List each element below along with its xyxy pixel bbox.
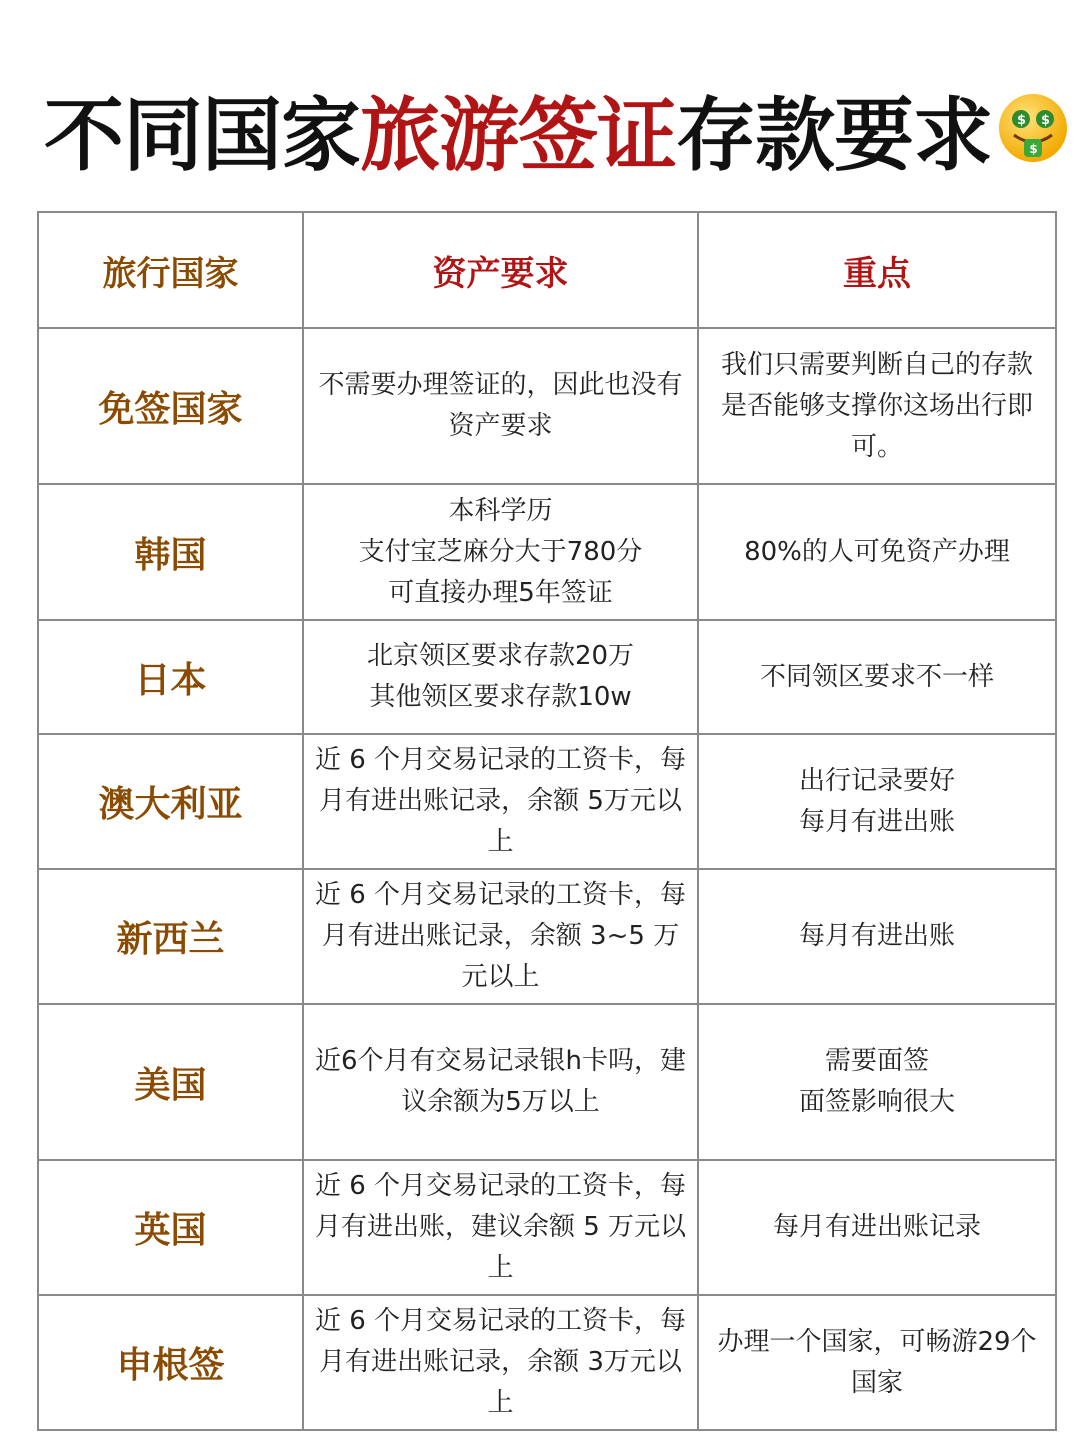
asset-text: 近 6 个月交易记录的工资卡，每月有进出账记录，余额 3~5 万元以上 <box>314 880 687 992</box>
country-cell: 韩国 <box>38 484 303 620</box>
key-line: 需要面签 <box>824 1046 929 1076</box>
svg-text:$: $ <box>1016 113 1026 128</box>
key-cell <box>698 1004 1056 1160</box>
asset-cell <box>303 734 698 869</box>
key-cell <box>698 328 1056 484</box>
asset-text: 近 6 个月交易记录的工资卡，每月有进出账记录，余额 3万元以上 <box>314 1306 687 1418</box>
table-row <box>38 869 1056 1004</box>
asset-line: 支付宝芝麻分大于780分 <box>358 536 643 567</box>
key-line: 面签影响很大 <box>798 1087 955 1117</box>
table-row <box>38 734 1056 869</box>
key-line: 出行记录要好 <box>798 765 955 796</box>
table-header-row <box>38 212 1056 328</box>
key-cell <box>698 734 1056 869</box>
key-line: 每月有进出账 <box>798 806 955 837</box>
title-part-red: 旅游签证 <box>360 88 676 182</box>
key-text: 我们只需要判断自己的存款是否能够支撑你这场出行即可。 <box>720 349 1033 462</box>
header-country: 旅行国家 <box>38 212 303 328</box>
country-cell: 英国 <box>38 1160 303 1295</box>
visa-table <box>37 211 1055 1431</box>
table-row <box>38 484 1056 620</box>
country-cell: 免签国家 <box>38 328 303 484</box>
key-cell <box>698 484 1056 620</box>
asset-cell <box>303 1004 698 1160</box>
asset-line: 可直接办理5年签证 <box>388 577 613 608</box>
table-row <box>38 1160 1056 1295</box>
asset-cell <box>303 1160 698 1295</box>
table-row <box>38 1004 1056 1160</box>
key-text: 80%的人可免资产办理 <box>744 536 1010 567</box>
key-cell <box>698 620 1056 734</box>
asset-cell <box>303 869 698 1004</box>
asset-text: 不需要办理签证的，因此也没有资产要求 <box>318 370 683 441</box>
title-part-black-1: 不同国家 <box>44 88 360 182</box>
country-cell: 申根签 <box>38 1295 303 1430</box>
asset-cell <box>303 1295 698 1430</box>
asset-text: 近 6 个月交易记录的工资卡，每月有进出账，建议余额 5 万元以上 <box>314 1171 687 1283</box>
asset-line: 其他领区要求存款10w <box>369 682 632 712</box>
key-text: 每月有进出账 <box>798 921 955 951</box>
header-key: 重点 <box>698 212 1056 328</box>
asset-cell <box>303 620 698 734</box>
table-row <box>38 328 1056 484</box>
money-mouth-face-icon <box>996 91 1070 165</box>
key-text: 办理一个国家，可畅游29个国家 <box>717 1326 1037 1398</box>
key-cell <box>698 1295 1056 1430</box>
asset-text: 近 6 个月交易记录的工资卡，每月有进出账记录，余额 5万元以上 <box>314 745 687 857</box>
asset-line: 本科学历 <box>448 495 553 526</box>
country-cell: 美国 <box>38 1004 303 1160</box>
header-asset: 资产要求 <box>303 212 698 328</box>
asset-text: 近6个月有交易记录银h卡吗，建议余额为5万以上 <box>314 1046 687 1117</box>
title-part-black-2: 存款要求 <box>676 88 992 182</box>
svg-text:$: $ <box>1029 142 1037 156</box>
key-text: 每月有进出账记录 <box>772 1212 981 1242</box>
key-text: 不同领区要求不一样 <box>759 661 994 692</box>
country-cell: 澳大利亚 <box>38 734 303 869</box>
page-title <box>44 78 1070 182</box>
svg-text:$: $ <box>1040 113 1050 128</box>
country-cell: 新西兰 <box>38 869 303 1004</box>
asset-line: 北京领区要求存款20万 <box>366 641 635 671</box>
country-cell: 日本 <box>38 620 303 734</box>
table-row <box>38 620 1056 734</box>
table-row <box>38 1295 1056 1430</box>
asset-cell <box>303 328 698 484</box>
asset-cell <box>303 484 698 620</box>
key-cell <box>698 1160 1056 1295</box>
key-cell <box>698 869 1056 1004</box>
